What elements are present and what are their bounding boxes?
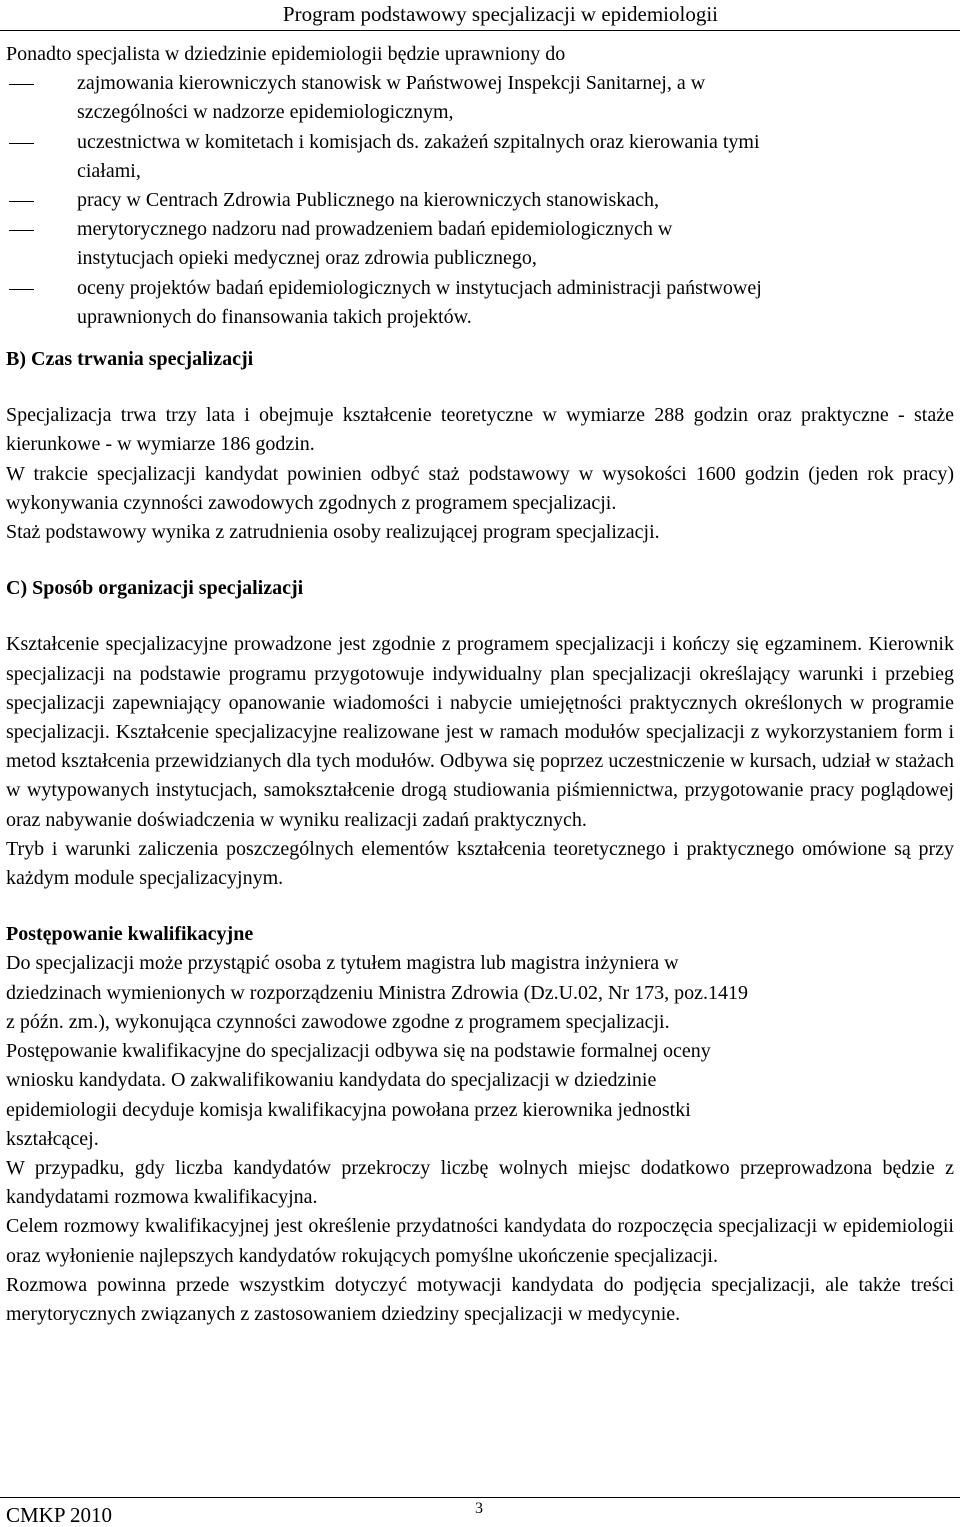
- authorization-list: [6, 69, 954, 332]
- section-b-heading: B) Czas trwania specjalizacji: [6, 348, 254, 371]
- footer-org: CMKP 2010: [6, 1503, 112, 1527]
- qualification-heading: Postępowanie kwalifikacyjne: [6, 923, 254, 946]
- list-item: oceny projektów badań epidemiologicznych w instytucjach administracji państwowej uprawnionych do finansowania takich projektów.: [6, 274, 954, 332]
- qualification-paragraph: W przypadku, gdy liczba kandydatów przekroczy liczbę wolnych miejsc dodatkowo przeprowadzona będzie z kandydatami rozmowa kwalifikacyjna.: [6, 1156, 954, 1209]
- list-item: uczestnictwa w komitetach i komisjach ds. zakażeń szpitalnych oraz kierowania tymi ciałami,: [6, 128, 954, 186]
- section-b-paragraph: Staż podstawowy wynika z zatrudnienia osoby realizującej program specjalizacji.: [6, 521, 660, 544]
- qualification-paragraph: Rozmowa powinna przede wszystkim dotyczyć motywacji kandydata do podjęcia specjalizacji, ale także treści merytorycznych związanych z zastosowaniem dziedziny specjalizacji w medycynie.: [6, 1273, 954, 1325]
- list-item: merytorycznego nadzoru nad prowadzeniem badań epidemiologicznych w instytucjach opieki medycznej oraz zdrowia publicznego,: [6, 215, 954, 273]
- section-b-paragraph: Specjalizacja trwa trzy lata i obejmuje kształcenie teoretyczne w wymiarze 288 godzin oraz praktyczne - staże kierunkowe - w wymiarze 186 godzin.: [6, 404, 954, 456]
- qualification-paragraph: Do specjalizacji może przystąpić osoba z tytułem magistra lub magistra inżyniera w dziedzinach wymienionych w rozporządzeniu Ministra Zdrowia (Dz.U.02, Nr 173, poz.1419 z późn. zm.), wykonująca czynności zawodowe zgodne z programem specjalizacji.: [6, 952, 749, 1033]
- list-item: zajmowania kierowniczych stanowisk w Państwowej Inspekcji Sanitarnej, a w szczególności w nadzorze epidemiologicznym,: [6, 69, 954, 127]
- qualification-paragraph: Celem rozmowy kwalifikacyjnej jest określenie przydatności kandydata do rozpoczęcia specjalizacji w epidemiologii oraz wyłonienie najlepszych kandydatów rokujących pomyślne ukończenie specjalizacji.: [6, 1215, 954, 1267]
- page-footer: [0, 1497, 960, 1526]
- header-title: Program podstawowy specjalizacji w epidemiologii: [282, 2, 718, 26]
- intro-lead: Ponadto specjalista w dziedzinie epidemiologii będzie uprawniony do: [6, 43, 566, 65]
- page-number: 3: [475, 1500, 483, 1517]
- section-c-paragraph: Kształcenie specjalizacyjne prowadzone jest zgodnie z programem specjalizacji i kończy się egzaminem. Kierownik specjalizacji na podstawie programu przygotowuje indywidualny plan specjalizacji określający warunki i przebieg specjalizacji zapewniający opanowanie wiadomości i nabycie umiejętności praktycznych określonych w programie specjalizacji. Kształcenie specjalizacyjne realizowane jest w ramach modułów specjalizacji z wykorzystaniem form i metod kształcenia przewidzianych dla tych modułów. Odbywa się poprzez uczestniczenie w kursach, udział w stażach w wytypowanych instytucjach, samokształcenie drogą studiowania piśmiennictwa, przygotowanie pracy poglądowej oraz nabywanie doświadczenia w wyniku realizacji zadań praktycznych.: [6, 633, 954, 831]
- section-c-heading: C) Sposób organizacji specjalizacji: [6, 577, 304, 600]
- list-item: pracy w Centrach Zdrowia Publicznego na kierowniczych stanowiskach,: [6, 186, 954, 215]
- page-content: [6, 40, 954, 1329]
- qualification-paragraph: Postępowanie kwalifikacyjne do specjalizacji odbywa się na podstawie formalnej oceny wniosku kandydata. O zakwalifikowaniu kandydata do specjalizacji w dziedzinie epidemiologii decyduje komisja kwalifikacyjna powołana przez kierownika jednostki kształcącej.: [6, 1040, 711, 1150]
- section-b-paragraph: W trakcie specjalizacji kandydat powinien odbyć staż podstawowy w wysokości 1600 godzin (jeden rok pracy) wykonywania czynności zawodowych zgodnych z programem specjalizacji.: [6, 462, 954, 514]
- page-header: [0, 0, 960, 31]
- section-c-paragraph: Tryb i warunki zaliczenia poszczególnych elementów kształcenia teoretycznego i praktycznego omówione są przy każdym module specjalizacyjnym.: [6, 837, 954, 890]
